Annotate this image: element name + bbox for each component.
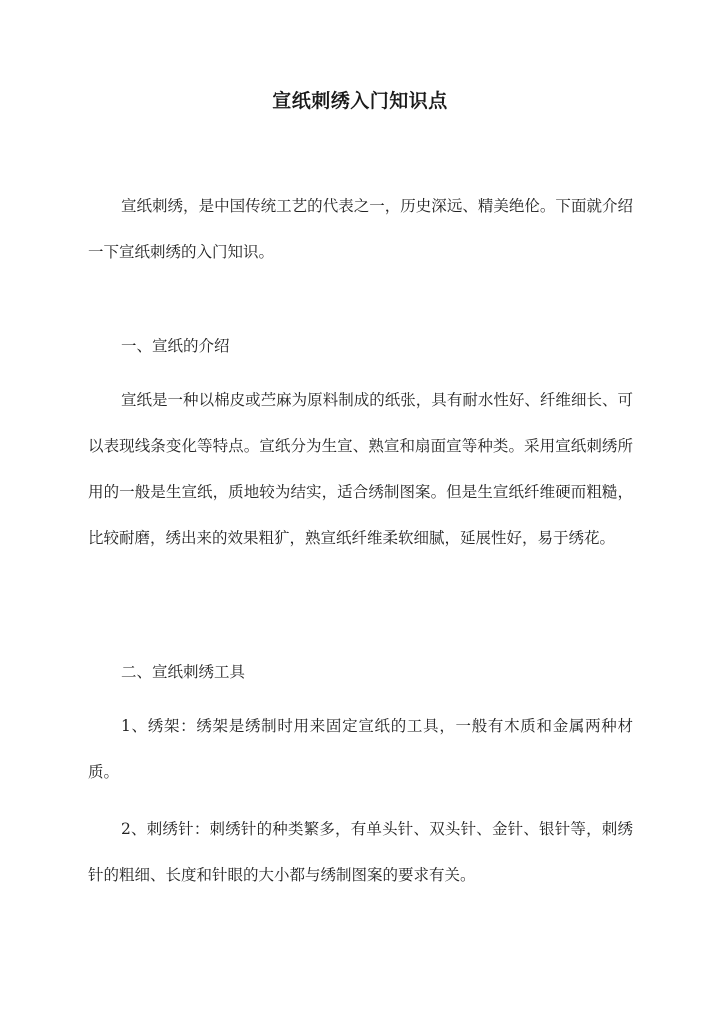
section-heading-tools: 二、宣纸刺绣工具 bbox=[121, 663, 246, 681]
section-paragraph: 宣纸是一种以棉皮或苎麻为原料制成的纸张，具有耐水性好、纤维细长、可以表现线条变化等特点。宣纸分为生宣、熟宣和扇面宣等种类。采用宣纸刺绣所用的一般是生宣纸，质地较为结实，适合绣制图案。但是生宣纸纤维硬而粗糙，比较耐磨，绣出来的效果粗犷，熟宣纸纤维柔软细腻，延展性好，易于绣花。 bbox=[88, 391, 633, 547]
section-paragraph: 2、刺绣针：刺绣针的种类繁多，有单头针、双头针、金针、银针等，刺绣针的粗细、长度和针眼的大小都与绣制图案的要求有关。 bbox=[88, 820, 633, 884]
intro-paragraph: 宣纸刺绣，是中国传统工艺的代表之一，历史深远、精美绝伦。下面就介绍一下宣纸刺绣的入门知识。 bbox=[88, 197, 633, 261]
section-paragraph: 1、绣架：绣架是绣制时用来固定宣纸的工具，一般有木质和金属两种材质。 bbox=[88, 717, 633, 781]
document-title: 宣纸刺绣入门知识点 bbox=[272, 90, 448, 112]
section-heading-introduction: 一、宣纸的介绍 bbox=[121, 337, 230, 355]
